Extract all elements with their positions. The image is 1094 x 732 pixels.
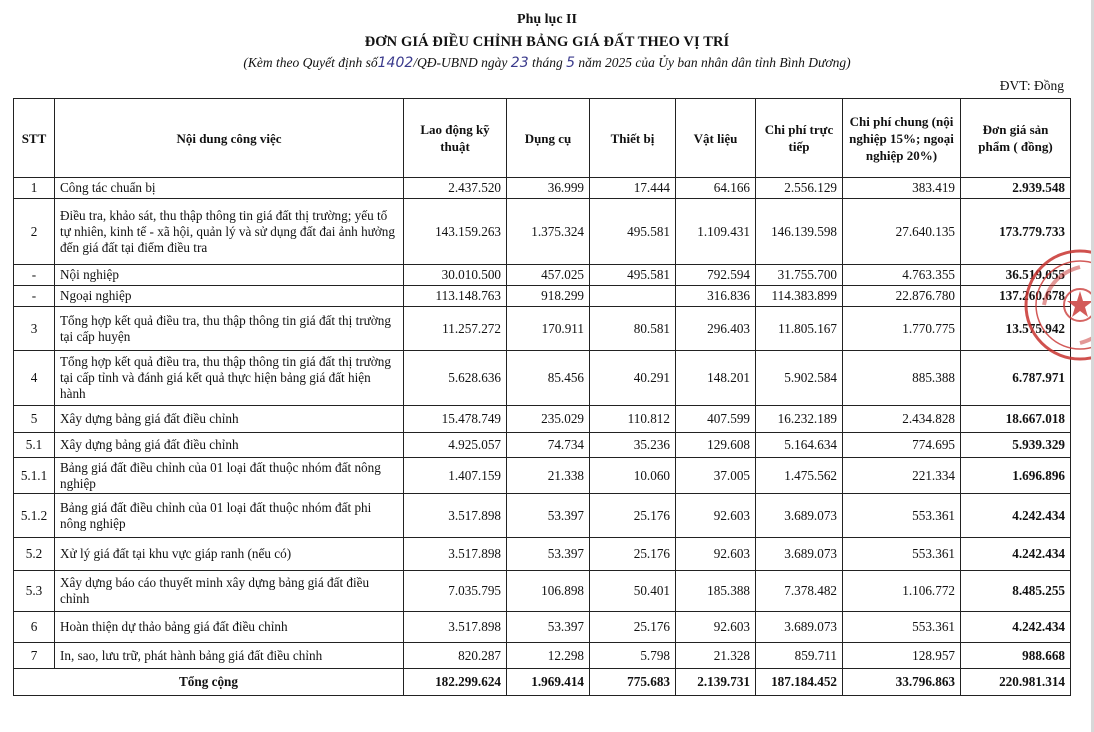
cost-cell: 316.836 xyxy=(676,286,756,307)
stt-cell: 5 xyxy=(14,406,55,433)
stt-cell: 5.1.2 xyxy=(14,494,55,538)
table-row xyxy=(14,351,1071,406)
appendix-label: Phụ lục II xyxy=(517,12,577,27)
cost-cell xyxy=(590,286,676,307)
cost-cell: 64.166 xyxy=(676,178,756,199)
column-header: Nội dung công việc xyxy=(55,99,404,178)
task-cell: Xây dựng bảng giá đất điều chỉnh xyxy=(55,433,404,458)
cost-cell: 2.434.828 xyxy=(843,406,961,433)
cost-cell: 37.005 xyxy=(676,458,756,494)
stt-cell: 5.2 xyxy=(14,538,55,571)
task-cell: Điều tra, khảo sát, thu thập thông tin giá đất thị trường; yếu tố tự nhiên, kinh tế - xã hội, quản lý và sử dụng đất đai ảnh hưởng đến giá đất tại điểm điều tra xyxy=(55,199,404,265)
stt-cell: 4 xyxy=(14,351,55,406)
cost-cell: 50.401 xyxy=(590,571,676,612)
unit-price-cell: 988.668 xyxy=(961,643,1071,669)
cost-cell: 11.805.167 xyxy=(756,307,843,351)
table-row xyxy=(14,494,1071,538)
cost-cell: 53.397 xyxy=(507,538,590,571)
table-body xyxy=(14,178,1071,669)
table-row xyxy=(14,286,1071,307)
task-cell: Bảng giá đất điều chỉnh của 01 loại đất thuộc nhóm đất phi nông nghiệp xyxy=(55,494,404,538)
cost-cell: 92.603 xyxy=(676,538,756,571)
cost-cell: 15.478.749 xyxy=(404,406,507,433)
subtitle-mid-1: /QĐ-UBND ngày xyxy=(413,55,508,70)
unit-price-cell: 2.939.548 xyxy=(961,178,1071,199)
cost-cell: 1.106.772 xyxy=(843,571,961,612)
cost-cell: 74.734 xyxy=(507,433,590,458)
unit-price-cell: 8.485.255 xyxy=(961,571,1071,612)
total-cell: 33.796.863 xyxy=(843,669,961,696)
unit-price-table xyxy=(13,98,1071,696)
document-title: ĐƠN GIÁ ĐIỀU CHỈNH BẢNG GIÁ ĐẤT THEO VỊ TRÍ xyxy=(364,34,730,50)
unit-price-cell: 4.242.434 xyxy=(961,494,1071,538)
cost-cell: 22.876.780 xyxy=(843,286,961,307)
unit-price-cell: 6.787.971 xyxy=(961,351,1071,406)
cost-cell: 106.898 xyxy=(507,571,590,612)
unit-price-cell: 1.696.896 xyxy=(961,458,1071,494)
cost-cell: 16.232.189 xyxy=(756,406,843,433)
column-header: Chi phí trực tiếp xyxy=(756,99,843,178)
column-header: Dụng cụ xyxy=(507,99,590,178)
cost-cell: 148.201 xyxy=(676,351,756,406)
column-header: Lao động kỹ thuật xyxy=(404,99,507,178)
cost-cell: 25.176 xyxy=(590,538,676,571)
table-row xyxy=(14,458,1071,494)
unit-label: ĐVT: Đồng xyxy=(999,78,1064,93)
unit-price-cell: 5.939.329 xyxy=(961,433,1071,458)
cost-cell: 3.689.073 xyxy=(756,612,843,643)
stt-cell: 5.1 xyxy=(14,433,55,458)
subtitle-prefix: (Kèm theo Quyết định số xyxy=(243,55,378,70)
total-cell: 182.299.624 xyxy=(404,669,507,696)
cost-cell: 92.603 xyxy=(676,494,756,538)
cost-cell: 30.010.500 xyxy=(404,265,507,286)
total-cell: 775.683 xyxy=(590,669,676,696)
unit-price-cell: 36.519.055 xyxy=(961,265,1071,286)
cost-cell: 3.689.073 xyxy=(756,538,843,571)
cost-cell: 27.640.135 xyxy=(843,199,961,265)
cost-cell: 17.444 xyxy=(590,178,676,199)
task-cell: In, sao, lưu trữ, phát hành bảng giá đất điều chỉnh xyxy=(55,643,404,669)
cost-cell: 35.236 xyxy=(590,433,676,458)
cost-cell: 5.798 xyxy=(590,643,676,669)
stt-cell: 3 xyxy=(14,307,55,351)
cost-cell: 221.334 xyxy=(843,458,961,494)
cost-cell: 407.599 xyxy=(676,406,756,433)
total-cell: 2.139.731 xyxy=(676,669,756,696)
cost-cell: 25.176 xyxy=(590,494,676,538)
cost-cell: 11.257.272 xyxy=(404,307,507,351)
stt-cell: 5.3 xyxy=(14,571,55,612)
cost-cell: 80.581 xyxy=(590,307,676,351)
decision-day: 23 xyxy=(510,55,529,71)
cost-cell: 10.060 xyxy=(590,458,676,494)
task-cell: Xử lý giá đất tại khu vực giáp ranh (nếu có) xyxy=(55,538,404,571)
cost-cell: 21.338 xyxy=(507,458,590,494)
table-row xyxy=(14,571,1071,612)
table-row xyxy=(14,178,1071,199)
cost-cell: 495.581 xyxy=(590,265,676,286)
total-cell: 1.969.414 xyxy=(507,669,590,696)
cost-cell: 1.375.324 xyxy=(507,199,590,265)
task-cell: Hoàn thiện dự thảo bảng giá đất điều chỉnh xyxy=(55,612,404,643)
subtitle-mid-2: tháng xyxy=(531,55,563,70)
subtitle-suffix: năm 2025 của Ủy ban nhân dân tỉnh Bình Dương) xyxy=(578,55,851,70)
cost-cell: 4.763.355 xyxy=(843,265,961,286)
cost-cell: 110.812 xyxy=(590,406,676,433)
column-header: Vật liệu xyxy=(676,99,756,178)
unit-price-cell: 4.242.434 xyxy=(961,538,1071,571)
cost-cell: 820.287 xyxy=(404,643,507,669)
task-cell: Xây dựng bảng giá đất điều chỉnh xyxy=(55,406,404,433)
cost-cell: 85.456 xyxy=(507,351,590,406)
total-label: Tổng cộng xyxy=(14,669,404,696)
cost-cell: 918.299 xyxy=(507,286,590,307)
total-row xyxy=(14,669,1071,696)
table-row xyxy=(14,265,1071,286)
table-row xyxy=(14,643,1071,669)
unit-price-cell: 13.575.942 xyxy=(961,307,1071,351)
table-row xyxy=(14,538,1071,571)
task-cell: Ngoại nghiệp xyxy=(55,286,404,307)
table-row xyxy=(14,406,1071,433)
cost-cell: 5.628.636 xyxy=(404,351,507,406)
cost-cell: 1.109.431 xyxy=(676,199,756,265)
cost-cell: 21.328 xyxy=(676,643,756,669)
cost-cell: 553.361 xyxy=(843,494,961,538)
total-cell: 187.184.452 xyxy=(756,669,843,696)
cost-cell: 4.925.057 xyxy=(404,433,507,458)
stt-cell: - xyxy=(14,286,55,307)
cost-cell: 53.397 xyxy=(507,494,590,538)
cost-cell: 553.361 xyxy=(843,538,961,571)
table-row xyxy=(14,433,1071,458)
stt-cell: 2 xyxy=(14,199,55,265)
stt-cell: - xyxy=(14,265,55,286)
table-row xyxy=(14,307,1071,351)
cost-cell: 3.689.073 xyxy=(756,494,843,538)
cost-cell: 7.035.795 xyxy=(404,571,507,612)
unit-price-cell: 4.242.434 xyxy=(961,612,1071,643)
cost-cell: 53.397 xyxy=(507,612,590,643)
column-header: STT xyxy=(14,99,55,178)
cost-cell: 553.361 xyxy=(843,612,961,643)
column-header: Thiết bị xyxy=(590,99,676,178)
table-row xyxy=(14,612,1071,643)
decision-month: 5 xyxy=(566,55,576,71)
decision-reference xyxy=(0,55,1094,71)
column-header: Đơn giá sản phẩm ( đồng) xyxy=(961,99,1071,178)
cost-cell: 1.407.159 xyxy=(404,458,507,494)
column-header: Chi phí chung (nội nghiệp 15%; ngoại nghiệp 20%) xyxy=(843,99,961,178)
cost-cell: 1.475.562 xyxy=(756,458,843,494)
cost-cell: 2.437.520 xyxy=(404,178,507,199)
unit-price-cell: 137.260.678 xyxy=(961,286,1071,307)
stt-cell: 1 xyxy=(14,178,55,199)
cost-cell: 383.419 xyxy=(843,178,961,199)
cost-cell: 128.957 xyxy=(843,643,961,669)
table-row xyxy=(14,199,1071,265)
cost-cell: 296.403 xyxy=(676,307,756,351)
cost-cell: 7.378.482 xyxy=(756,571,843,612)
cost-cell: 495.581 xyxy=(590,199,676,265)
task-cell: Tổng hợp kết quả điều tra, thu thập thông tin giá đất thị trường tại cấp huyện xyxy=(55,307,404,351)
cost-cell: 25.176 xyxy=(590,612,676,643)
cost-cell: 5.902.584 xyxy=(756,351,843,406)
cost-cell: 146.139.598 xyxy=(756,199,843,265)
stt-cell: 6 xyxy=(14,612,55,643)
cost-cell: 2.556.129 xyxy=(756,178,843,199)
stt-cell: 5.1.1 xyxy=(14,458,55,494)
cost-cell: 859.711 xyxy=(756,643,843,669)
cost-cell: 885.388 xyxy=(843,351,961,406)
cost-cell: 792.594 xyxy=(676,265,756,286)
unit-price-cell: 173.779.733 xyxy=(961,199,1071,265)
red-official-seal-icon xyxy=(1020,245,1094,365)
task-cell: Công tác chuẩn bị xyxy=(55,178,404,199)
cost-cell: 114.383.899 xyxy=(756,286,843,307)
cost-cell: 129.608 xyxy=(676,433,756,458)
cost-cell: 3.517.898 xyxy=(404,494,507,538)
cost-cell: 235.029 xyxy=(507,406,590,433)
cost-cell: 31.755.700 xyxy=(756,265,843,286)
task-cell: Xây dựng báo cáo thuyết minh xây dựng bảng giá đất điều chỉnh xyxy=(55,571,404,612)
cost-cell: 5.164.634 xyxy=(756,433,843,458)
task-cell: Tổng hợp kết quả điều tra, thu thập thông tin giá đất thị trường tại cấp tỉnh và đánh giá kết quả thực hiện bảng giá đất hiện hành xyxy=(55,351,404,406)
cost-cell: 113.148.763 xyxy=(404,286,507,307)
cost-cell: 40.291 xyxy=(590,351,676,406)
cost-cell: 1.770.775 xyxy=(843,307,961,351)
cost-cell: 143.159.263 xyxy=(404,199,507,265)
cost-cell: 170.911 xyxy=(507,307,590,351)
task-cell: Bảng giá đất điều chỉnh của 01 loại đất thuộc nhóm đất nông nghiệp xyxy=(55,458,404,494)
cost-cell: 3.517.898 xyxy=(404,612,507,643)
unit-price-cell: 18.667.018 xyxy=(961,406,1071,433)
task-cell: Nội nghiệp xyxy=(55,265,404,286)
table-header-row xyxy=(14,99,1071,178)
cost-cell: 774.695 xyxy=(843,433,961,458)
decision-number: 1402 xyxy=(377,55,414,71)
total-cell: 220.981.314 xyxy=(961,669,1071,696)
cost-cell: 92.603 xyxy=(676,612,756,643)
cost-cell: 36.999 xyxy=(507,178,590,199)
cost-cell: 12.298 xyxy=(507,643,590,669)
cost-cell: 185.388 xyxy=(676,571,756,612)
cost-cell: 457.025 xyxy=(507,265,590,286)
cost-cell: 3.517.898 xyxy=(404,538,507,571)
stt-cell: 7 xyxy=(14,643,55,669)
